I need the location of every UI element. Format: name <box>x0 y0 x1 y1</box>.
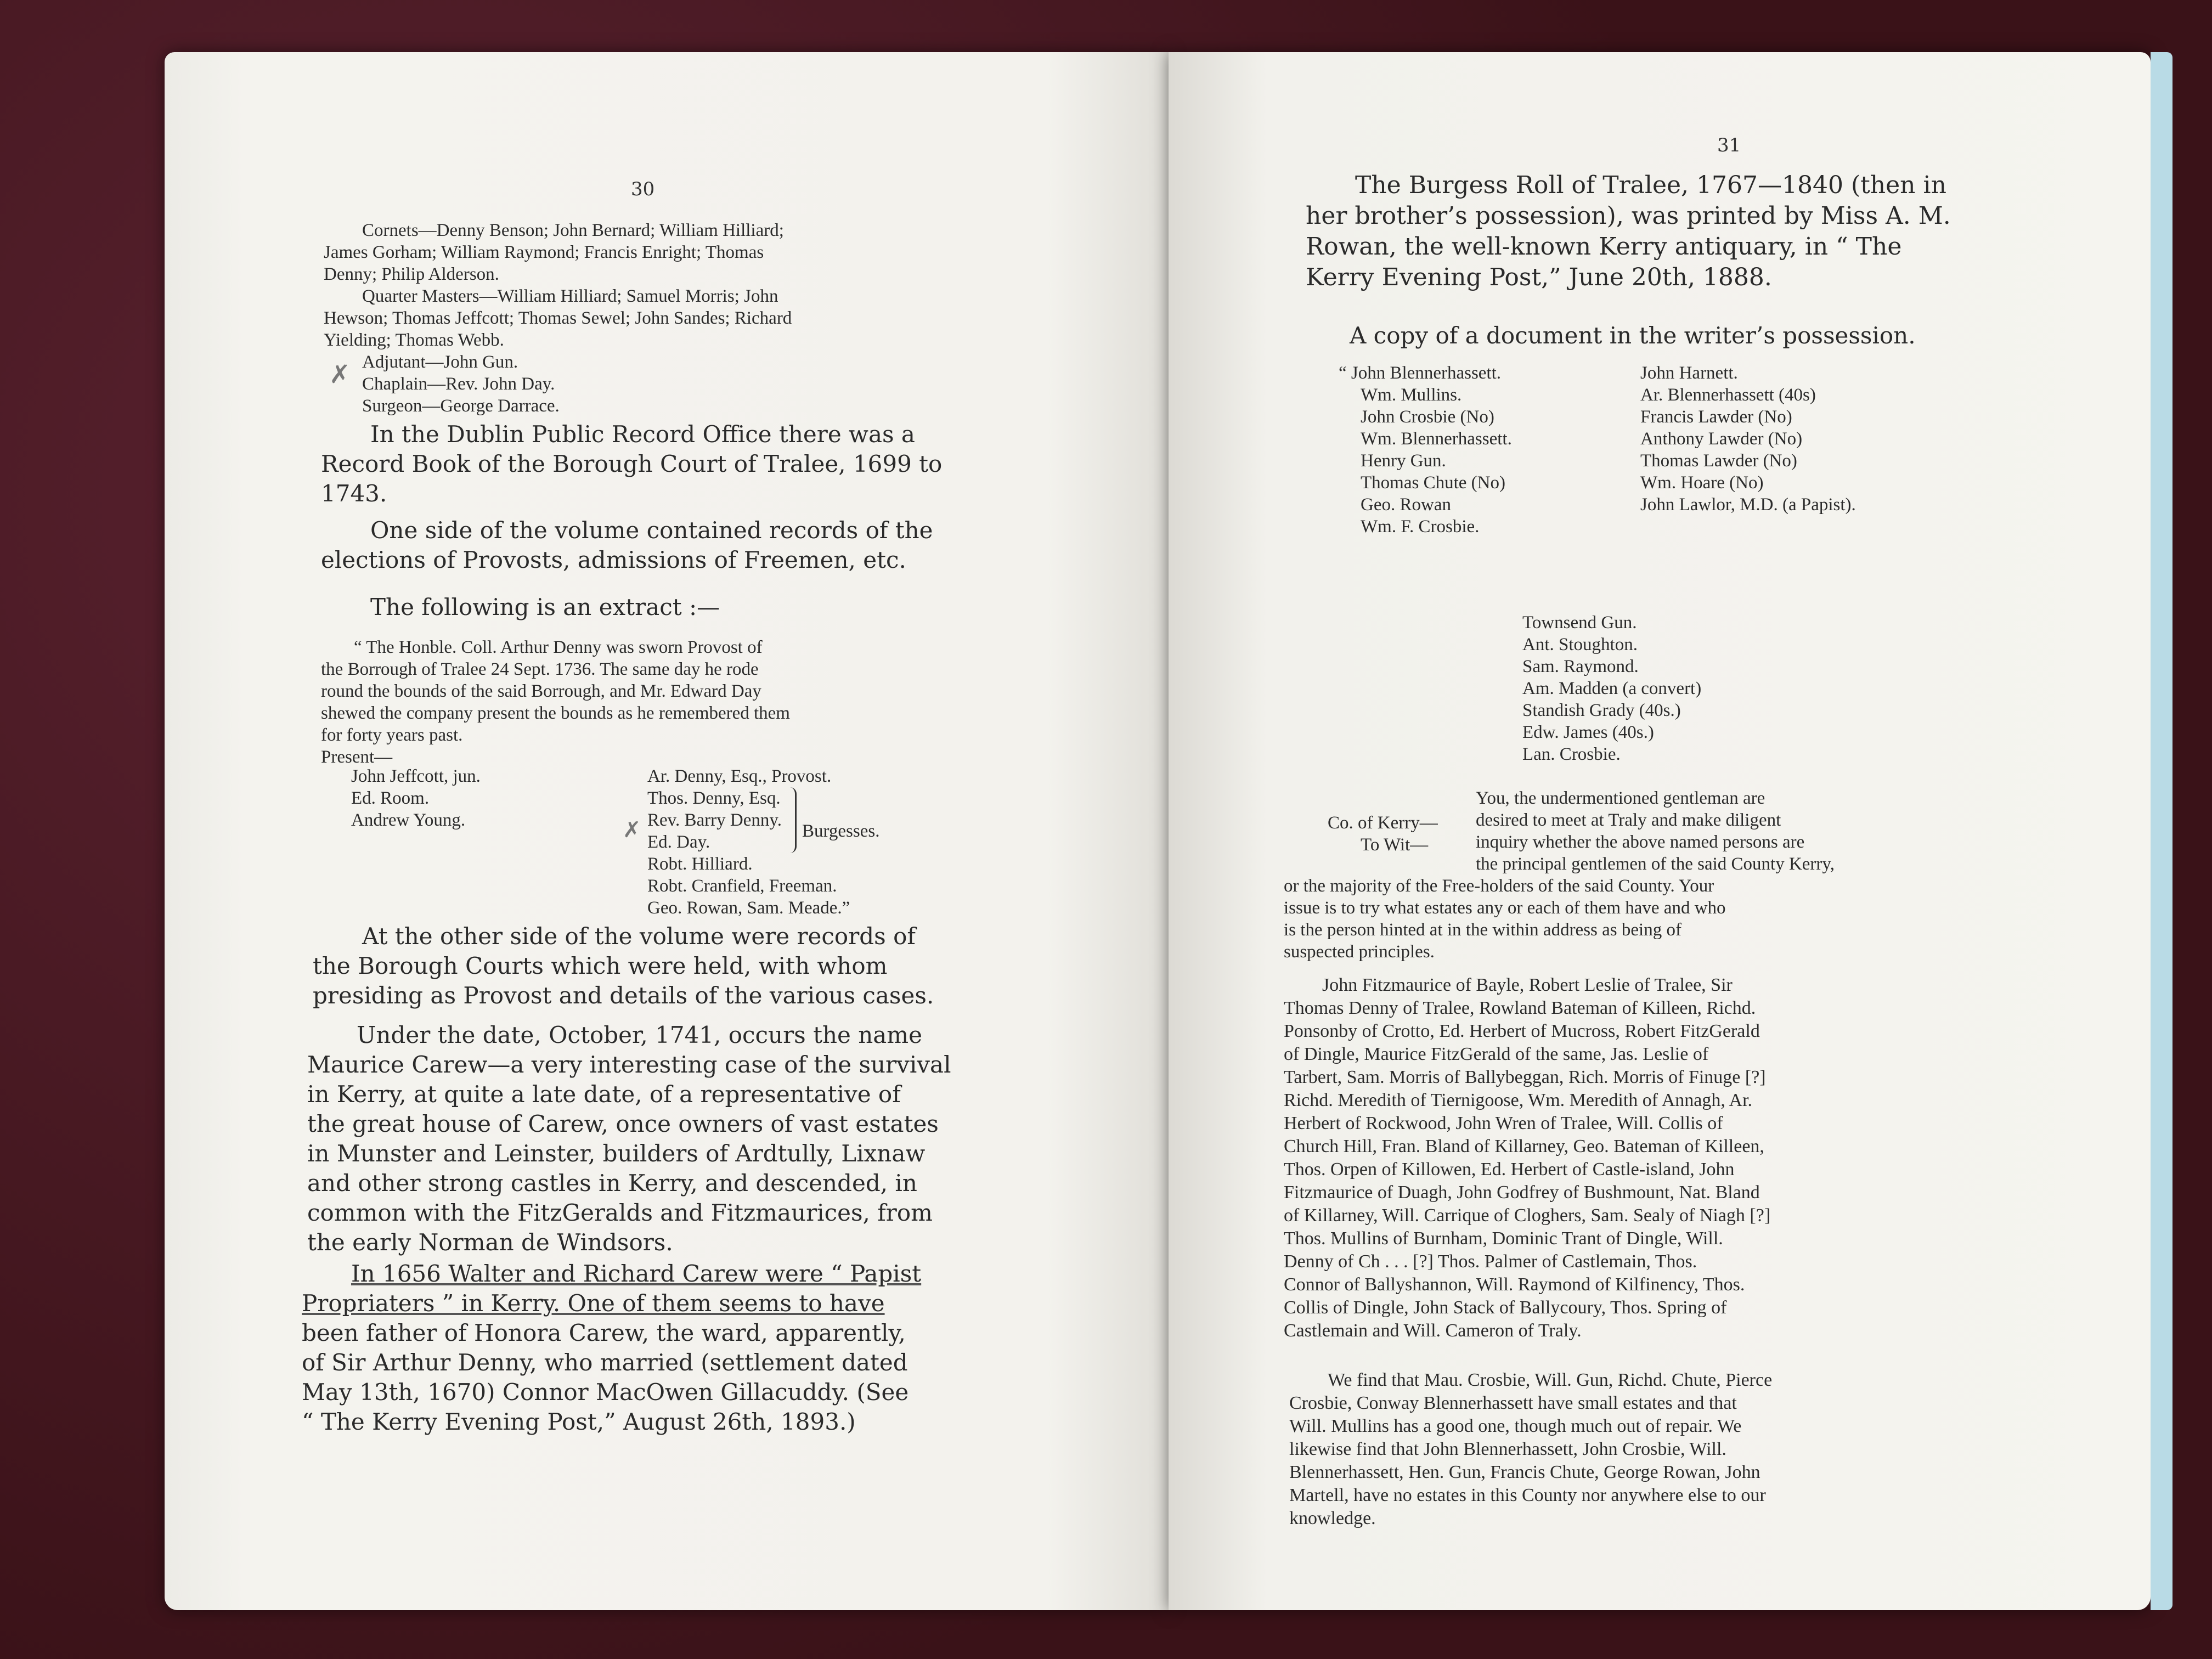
roll-name: Geo. Rowan <box>1361 495 1451 515</box>
text-line: her brother’s possession), was printed by Miss A. M. <box>1306 202 1951 230</box>
text-line: the great house of Carew, once owners of vast estates <box>307 1110 939 1137</box>
text-line: the early Norman de Windsors. <box>307 1229 673 1256</box>
officers-line: Hewson; Thomas Jeffcott; Thomas Sewel; John Sandes; Richard <box>324 308 792 328</box>
extract-intro: The following is an extract :— <box>370 594 720 620</box>
roll-name: Thomas Lawder (No) <box>1640 451 1797 471</box>
text-line: the Borrough of Tralee 24 Sept. 1736. The same day he rode <box>321 659 759 679</box>
roll-name: Wm. F. Crosbie. <box>1361 517 1480 537</box>
text-line: Collis of Dingle, John Stack of Ballycoury, Thos. Spring of <box>1284 1297 1727 1318</box>
roll-name: Sam. Raymond. <box>1522 657 1639 676</box>
roll-name: Henry Gun. <box>1361 451 1446 471</box>
text-line: the Borough Courts which were held, with whom <box>313 952 888 979</box>
surgeon-line: Surgeon—George Darrace. <box>362 396 560 416</box>
text-line: In 1656 Walter and Richard Carew were “ Papist <box>351 1260 922 1287</box>
text-line: in Munster and Leinster, builders of Ardtully, Lixnaw <box>307 1140 926 1167</box>
para-other-side <box>313 922 1136 1011</box>
present-name: Ed. Room. <box>351 788 430 808</box>
page-number-30: 30 <box>631 178 655 200</box>
burgesses-group <box>647 787 879 875</box>
roll-name: Francis Lawder (No) <box>1640 407 1792 427</box>
text-line: At the other side of the volume were records of <box>362 923 916 950</box>
text-line: Church Hill, Fran. Bland of Killarney, Geo. Bateman of Killeen, <box>1284 1136 1764 1156</box>
officers-line: Cornets—Denny Benson; John Bernard; William Hilliard; <box>362 221 784 240</box>
freeman-line: Robt. Cranfield, Freeman. <box>647 876 837 896</box>
text-line: In the Dublin Public Record Office there was a <box>370 421 915 448</box>
roll-name: John Crosbie (No) <box>1361 407 1494 427</box>
text-line: of Sir Arthur Denny, who married (settlement dated <box>302 1349 908 1376</box>
roll-name: Standish Grady (40s.) <box>1522 701 1681 720</box>
adjutant-line: Adjutant—John Gun. <box>362 352 518 372</box>
roll-name: “ John Blennerhassett. <box>1339 363 1502 383</box>
text-line: Tarbert, Sam. Morris of Ballybeggan, Rich. Morris of Finuge [?] <box>1284 1067 1766 1087</box>
roll-name: Wm. Blennerhassett. <box>1361 429 1512 449</box>
roll-name: Ant. Stoughton. <box>1522 635 1638 654</box>
county-continued <box>1284 875 2107 963</box>
gentlemen-names-paragraph <box>1284 974 2118 1342</box>
text-line: or the majority of the Free-holders of the said County. Your <box>1284 876 1714 896</box>
text-line: Ponsonby of Crotto, Ed. Herbert of Mucross, Robert FitzGerald <box>1284 1021 1760 1041</box>
roll-name: Edw. James (40s.) <box>1522 723 1654 742</box>
roll-name: Anthony Lawder (No) <box>1640 429 1803 449</box>
text-line: Blennerhassett, Hen. Gun, Francis Chute, George Rowan, John <box>1289 1462 1760 1482</box>
names-column-2 <box>1640 362 1856 516</box>
text-line: John Fitzmaurice of Bayle, Robert Leslie of Tralee, Sir <box>1322 975 1733 995</box>
roll-name: Townsend Gun. <box>1522 613 1637 633</box>
burgess-name: Ed. Day. <box>647 832 710 852</box>
roll-name: Lan. Crosbie. <box>1522 744 1621 764</box>
text-line: been father of Honora Carew, the ward, apparently, <box>302 1319 906 1346</box>
roll-name: John Lawlor, M.D. (a Papist). <box>1640 495 1856 515</box>
present-right-list <box>647 765 879 919</box>
brace-mark <box>787 787 797 853</box>
text-line: “ The Honble. Coll. Arthur Denny was sworn Provost of <box>354 637 763 657</box>
text-line: You, the undermentioned gentleman are <box>1476 788 1765 808</box>
roll-name: Wm. Hoare (No) <box>1640 473 1764 493</box>
final-paragraph <box>1289 1369 2112 1530</box>
text-line: Maurice Carew—a very interesting case of the survival <box>307 1051 951 1078</box>
text-line: elections of Provosts, admissions of Freemen, etc. <box>321 546 906 573</box>
names-column-1 <box>1339 362 1512 538</box>
text-line: Crosbie, Conway Blennerhassett have small estates and that <box>1289 1393 1737 1413</box>
county-label <box>1328 812 1438 856</box>
roll-name: John Harnett. <box>1640 363 1738 383</box>
text-line: Propriaters ” in Kerry. One of them seems to have <box>302 1290 885 1317</box>
burgess-name: Robt. Hilliard. <box>647 854 753 874</box>
para-record-office <box>321 420 1144 509</box>
officers-list <box>324 219 1147 417</box>
text-line: Thomas Denny of Tralee, Rowland Bateman of Killeen, Richd. <box>1284 998 1756 1018</box>
text-line: is the person hinted at in the within address as being of <box>1284 920 1681 940</box>
text-line: of Dingle, Maurice FitzGerald of the same, Jas. Leslie of <box>1284 1044 1709 1064</box>
text-line: Under the date, October, 1741, occurs the name <box>357 1022 922 1048</box>
text-line: knowledge. <box>1289 1508 1376 1528</box>
open-book <box>165 52 2172 1621</box>
text-line: presiding as Provost and details of the various cases. <box>313 982 934 1009</box>
chaplain-line: Chaplain—Rev. John Day. <box>362 374 555 394</box>
burgesses-label: Burgesses. <box>802 821 880 841</box>
text-line: Denny of Ch . . . [?] Thos. Palmer of Castlemain, Thos. <box>1284 1251 1697 1272</box>
text-line: of Killarney, Will. Carrique of Cloghers, Sam. Sealy of Niagh [?] <box>1284 1205 1771 1226</box>
officers-line: Yielding; Thomas Webb. <box>324 330 504 350</box>
text-line: “ The Kerry Evening Post,” August 26th, 1893.) <box>302 1408 856 1435</box>
text-line: Record Book of the Borough Court of Tralee, 1699 to <box>321 450 943 477</box>
copy-line: A copy of a document in the writer’s possession. <box>1350 322 1916 349</box>
extract-quote <box>321 636 1144 768</box>
text-line: issue is to try what estates any or each of them have and who <box>1284 898 1726 918</box>
text-line: suspected principles. <box>1284 942 1435 962</box>
text-line: Herbert of Rockwood, John Wren of Tralee, Will. Collis of <box>1284 1113 1723 1133</box>
para-papist-propriaters <box>302 1259 1136 1437</box>
text-line: One side of the volume contained records of the <box>370 517 933 544</box>
left-page <box>165 52 1169 1610</box>
roll-name: Am. Madden (a convert) <box>1522 679 1702 698</box>
roll-name: Thomas Chute (No) <box>1361 473 1505 493</box>
pencil-x-mark: ✗ <box>623 817 641 843</box>
roll-name: Wm. Mullins. <box>1361 385 1462 405</box>
text-line: Martell, have no estates in this County nor anywhere else to our <box>1289 1485 1766 1505</box>
text-line: Rowan, the well-known Kerry antiquary, in “ The <box>1306 233 1902 261</box>
officers-line: Denny; Philip Alderson. <box>324 264 499 284</box>
text-line: for forty years past. <box>321 725 463 745</box>
right-page <box>1169 52 2151 1610</box>
text-line: May 13th, 1670) Connor MacOwen Gillacuddy. (See <box>302 1379 909 1406</box>
para-volume <box>321 516 1144 575</box>
text-line: Thos. Orpen of Killowen, Ed. Herbert of Castle-island, John <box>1284 1159 1735 1180</box>
text-line: shewed the company present the bounds as he remembered them <box>321 703 790 723</box>
burgess-name: Thos. Denny, Esq. <box>647 788 781 808</box>
present-last-line: Geo. Rowan, Sam. Meade.” <box>647 898 850 918</box>
burgess-name: Rev. Barry Denny. <box>647 810 782 830</box>
text-line: Richd. Meredith of Tiernigoose, Wm. Meredith of Annagh, Ar. <box>1284 1090 1753 1110</box>
county-text <box>1476 787 2079 875</box>
pencil-x-mark: ✗ <box>329 359 351 389</box>
provost-line: Ar. Denny, Esq., Provost. <box>647 766 832 786</box>
text-line: common with the FitzGeralds and Fitzmaurices, from <box>307 1199 933 1226</box>
names-column-3 <box>1522 612 1701 765</box>
present-label: Present— <box>321 747 393 767</box>
officers-line: Quarter Masters—William Hilliard; Samuel Morris; John <box>362 286 778 306</box>
text-line: 1743. <box>321 480 387 507</box>
text-line: The Burgess Roll of Tralee, 1767—1840 (then in <box>1355 171 1946 199</box>
text-line: likewise find that John Blennerhassett, John Crosbie, Will. <box>1289 1439 1726 1459</box>
text-line: Fitzmaurice of Duagh, John Godfrey of Bushmount, Nat. Bland <box>1284 1182 1760 1203</box>
text-line: the principal gentlemen of the said County Kerry, <box>1476 854 1835 874</box>
text-line: desired to meet at Traly and make diligent <box>1476 810 1781 830</box>
text-line: in Kerry, at quite a late date, of a representative of <box>307 1081 901 1108</box>
present-name: John Jeffcott, jun. <box>351 766 481 786</box>
present-name: Andrew Young. <box>351 810 466 830</box>
text-line: Connor of Ballyshannon, Will. Raymond of Kilfinency, Thos. <box>1284 1274 1745 1295</box>
county-label-line: Co. of Kerry— <box>1328 813 1438 833</box>
text-line: Kerry Evening Post,” June 20th, 1888. <box>1306 263 1772 291</box>
text-line: Will. Mullins has a good one, though much out of repair. We <box>1289 1416 1742 1436</box>
text-line: We find that Mau. Crosbie, Will. Gun, Richd. Chute, Pierce <box>1328 1370 1773 1390</box>
officers-line: James Gorham; William Raymond; Francis Enright; Thomas <box>324 242 764 262</box>
page-number-31: 31 <box>1717 134 1741 156</box>
para-maurice-carew <box>307 1020 1130 1257</box>
county-label-line: To Wit— <box>1361 835 1429 855</box>
para-burgess-roll <box>1306 170 2118 293</box>
blue-cover-edge <box>2151 52 2172 1610</box>
text-line: and other strong castles in Kerry, and descended, in <box>307 1170 917 1197</box>
text-line: Thos. Mullins of Burnham, Dominic Trant of Dingle, Will. <box>1284 1228 1723 1249</box>
text-line: Castlemain and Will. Cameron of Traly. <box>1284 1321 1582 1341</box>
text-line: round the bounds of the said Borrough, and Mr. Edward Day <box>321 681 761 701</box>
roll-name: Ar. Blennerhassett (40s) <box>1640 385 1816 405</box>
text-line: inquiry whether the above named persons are <box>1476 832 1805 852</box>
present-left-list <box>351 765 481 831</box>
